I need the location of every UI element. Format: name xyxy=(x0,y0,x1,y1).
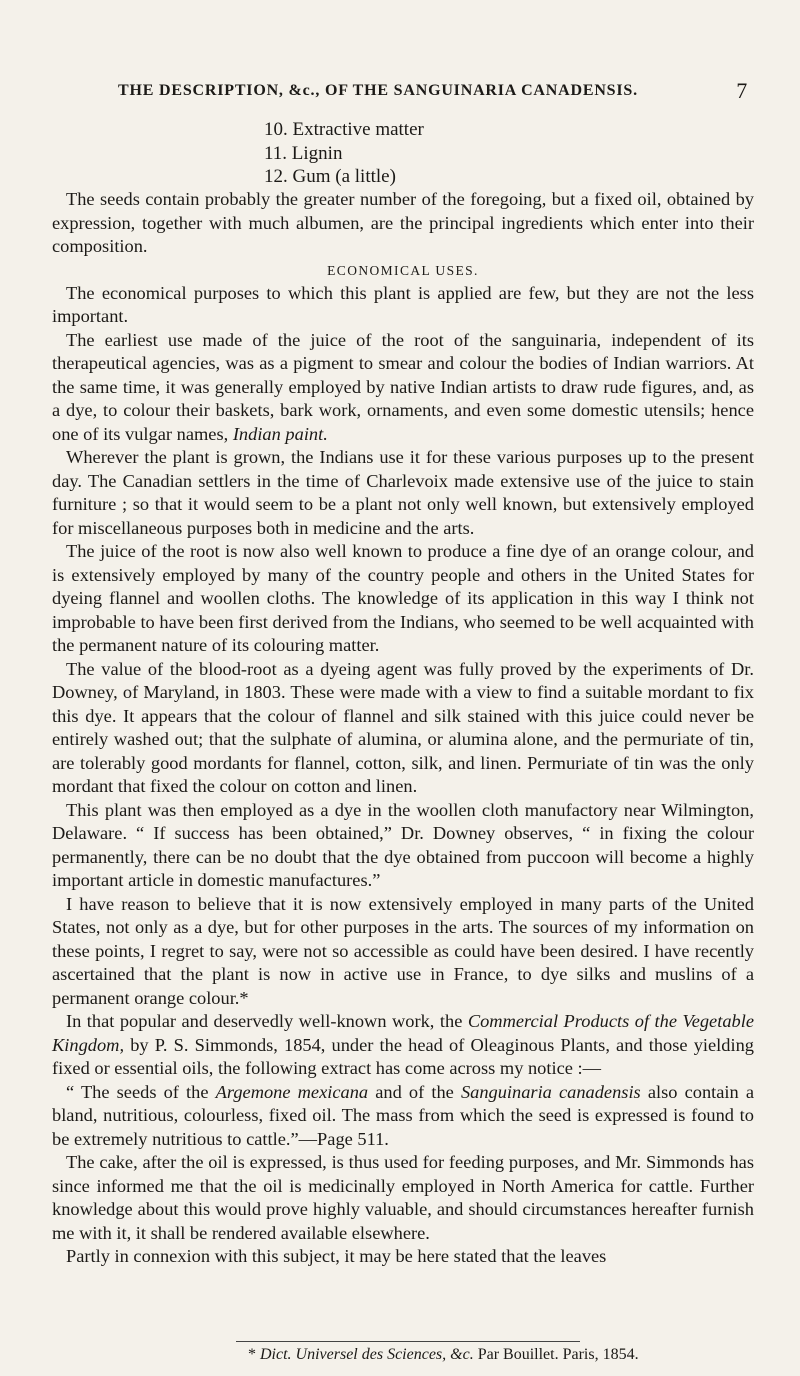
list-item: 11. Lignin xyxy=(264,142,343,164)
paragraph: This plant was then employed as a dye in the woollen cloth manufactory near Wilmington, Delaware. “ If success has been obtained,” Dr. Downey observes, “ in fixing the colour permanently, there can be no doubt that the dye obtained from puccoon will become a highly important article in domestic manufactures.” xyxy=(52,799,754,890)
paragraph xyxy=(52,1010,754,1081)
paragraph: The economical purposes to which this plant is applied are few, but they are not the less important. xyxy=(52,282,754,326)
list-item: 12. Gum (a little) xyxy=(264,166,396,187)
footnote xyxy=(248,1346,639,1364)
paragraph: I have reason to believe that it is now extensively employed in many parts of the United States, not only as a dye, but for other purposes in the arts. The sources of my information on these points, I regret to say, were not so accessible as could have been desired. I have recently ascertained that the plant is now in active use in France, to dye silks and muslins of a permanent orange colour.* xyxy=(52,893,754,1008)
composition-list xyxy=(264,118,424,189)
footnote-rule xyxy=(236,1341,580,1342)
paragraph-text: In that popular and deservedly well-known work, the xyxy=(66,1011,463,1031)
italic-term: Argemone mexicana xyxy=(215,1081,369,1102)
body-text xyxy=(52,188,754,1269)
page-number: 7 xyxy=(736,78,748,103)
section-heading: ECONOMICAL USES. xyxy=(327,262,479,278)
paragraph-text: by P. S. Simmonds, 1854, under the head of Oleaginous Plants, and those yielding fixed or essential oils, the following extract has come across my notice :— xyxy=(52,1034,754,1078)
paragraph: The seeds contain probably the greater number of the foregoing, but a fixed oil, obtained by expression, together with much albumen, are the principal ingredients which enter into their composition. xyxy=(52,189,754,256)
footnote-mark: * xyxy=(248,1346,256,1363)
paragraph: Partly in connexion with this subject, it may be here stated that the leaves xyxy=(66,1246,607,1266)
paragraph: Wherever the plant is grown, the Indians use it for these various purposes up to the present day. The Canadian settlers in the time of Charlevoix made extensive use of the juice to stain furniture ; so that it would seem to be a plant not only well known, but extensively employed for miscellaneous purposes both in medicine and the arts. xyxy=(52,447,754,538)
paragraph: The cake, after the oil is expressed, is thus used for feeding purposes, and Mr. Simmonds has since informed me that the oil is medicinally employed in North America for cattle. Further knowledge about this would prove highly valuable, and should circumstances hereafter furnish me with it, it shall be rendered available elsewhere. xyxy=(52,1152,754,1243)
list-item: 10. Extractive matter xyxy=(264,119,424,140)
paragraph: The juice of the root is now also well known to produce a fine dye of an orange colour, and is extensively employed by many of the country people and others in the United States for dyeing flannel and woollen cloths. The knowledge of its application in this way I think not improbable to have been first derived from the Indians, who seemed to be well acquainted with the permanent nature of its colouring matter. xyxy=(52,541,754,655)
footnote-text: Par Bouillet. Paris, 1854. xyxy=(477,1346,639,1363)
italic-term: Indian paint. xyxy=(232,423,328,444)
paragraph-text: “ The seeds of the xyxy=(66,1081,209,1102)
paragraph-text: The earliest use made of the juice of the root of the sanguinaria, independent of its therapeutical agencies, was as a pigment to smear and colour the bodies of Indian warriors. At the same time, it was generally employed by native Indian artists to draw rude figures, and, as a dye, to colour their baskets, bark work, ornaments, and even some domestic utensils; hence one of its vulgar names, xyxy=(52,329,754,444)
running-head-title: THE DESCRIPTION, &c., OF THE SANGUINARIA CANADENSIS. xyxy=(118,82,638,99)
italic-term: Sanguinaria canadensis xyxy=(460,1081,641,1102)
running-head xyxy=(118,78,748,103)
paragraph xyxy=(52,1081,754,1152)
paragraph-text: and of the xyxy=(375,1081,454,1102)
paragraph-text: also contain a bland, nutritious, colourless, fixed oil. The mass from which the seed is expressed is found to be extremely nutritious to cattle.”—Page 511. xyxy=(52,1081,754,1149)
paragraph: The value of the blood-root as a dyeing agent was fully proved by the experiments of Dr. Downey, of Maryland, in 1803. These were made with a view to find a suitable mordant to fix this dye. It appears that the colour of flannel and silk stained with this juice could never be entirely washed out; that the sulphate of alumina, or alumina alone, and the permuriate of tin, are tolerably good mordants for flannel, cotton, silk, and linen. Permuriate of tin was the only mordant that fixed the colour on cotton and linen. xyxy=(52,658,754,796)
paragraph xyxy=(52,329,754,447)
footnote-title: Dict. Universel des Sciences, &c. xyxy=(260,1346,474,1363)
italic-title: Commercial Products of the Vegetable Kingdom, xyxy=(52,1011,754,1055)
